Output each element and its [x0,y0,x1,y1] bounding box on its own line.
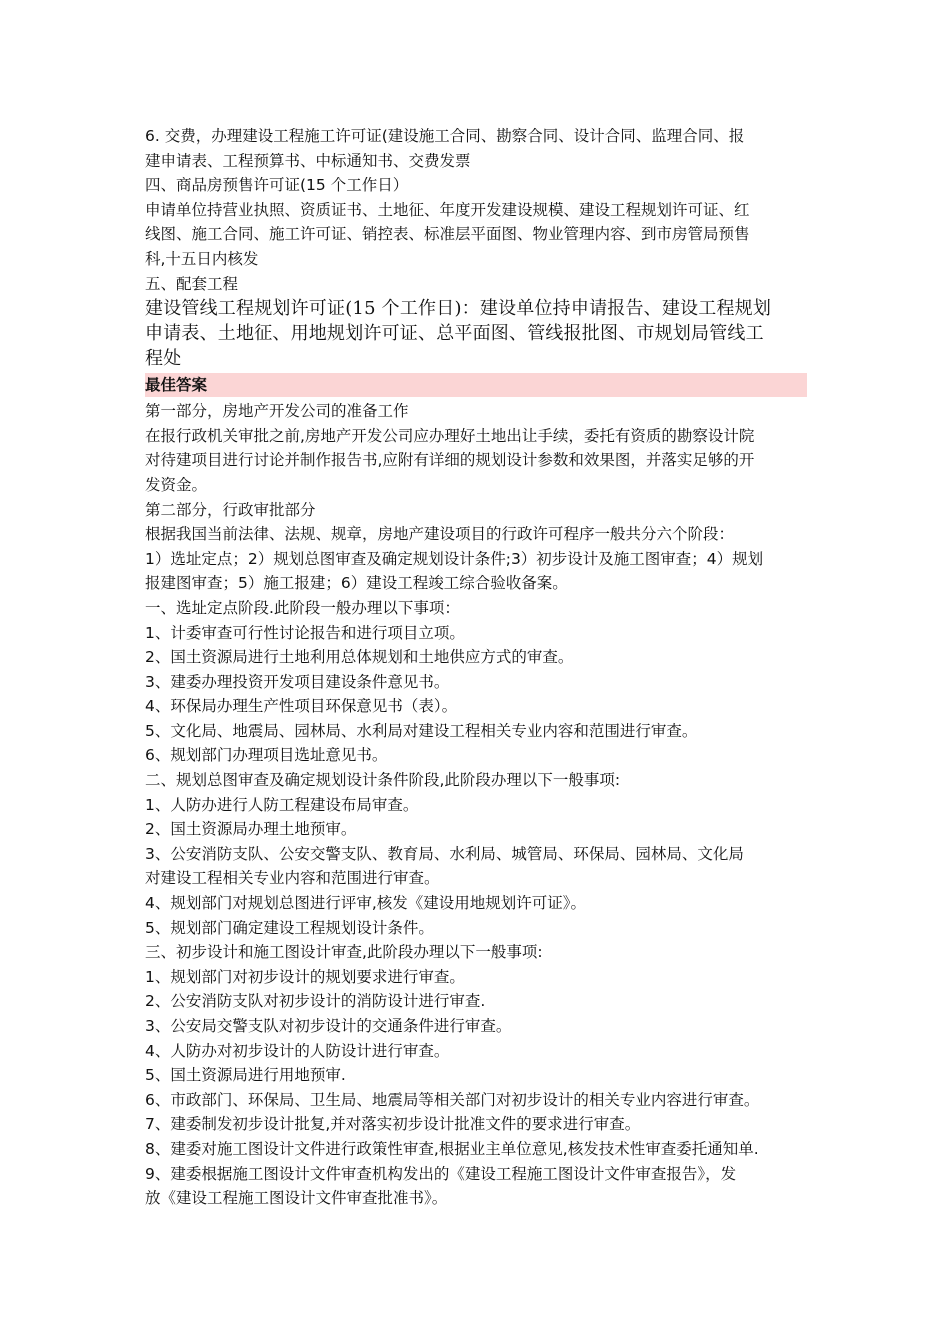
top-section [145,124,807,296]
large-text-line: 申请表、土地征、用地规划许可证、总平面图、管线报批图、市规划局管线工 [145,323,764,345]
text-line: 对建设工程相关专业内容和范围进行审查。 [145,869,440,888]
text-line: 报建图审查；5）施工报建；6）建设工程竣工综合验收备案。 [145,574,568,593]
text-line: 科,十五日内核发 [145,249,259,268]
text-line: 根据我国当前法律、法规、规章，房地产建设项目的行政许可程序一般共分六个阶段： [145,525,735,544]
text-line: 4、规划部门对规划总图进行评审,核发《建设用地规划许可证》。 [145,894,587,913]
text-line: 3、公安局交警支队对初步设计的交通条件进行审查。 [145,1017,512,1035]
text-line: 建申请表、工程预算书、中标通知书、交费发票 [145,151,471,170]
text-line: 三、初步设计和施工图设计审查,此阶段办理以下一般事项: [145,943,543,962]
text-line: 线图、施工合同、施工许可证、销控表、标准层平面图、物业管理内容、到市房管局预售 [145,225,750,244]
text-line: 一、选址定点阶段.此阶段一般办理以下事项： [145,598,460,617]
large-text-line: 建设管线工程规划许可证(15 个工作日)：建设单位持申请报告、建设工程规划 [145,298,772,320]
text-line: 3、公安消防支队、公安交警支队、教育局、水利局、城管局、环保局、园林局、文化局 [145,844,744,863]
text-line: 5、文化局、地震局、园林局、水利局对建设工程相关专业内容和范围进行审查。 [145,721,698,740]
text-line: 在报行政机关审批之前,房地产开发公司应办理好土地出让手续，委托有资质的勘察设计院 [145,426,755,445]
text-line: 6、规划部门办理项目选址意见书。 [145,746,388,765]
text-line: 1、计委审查可行性讨论报告和进行项目立项。 [145,623,465,642]
text-line: 发资金。 [145,475,208,494]
text-line: 4、环保局办理生产性项目环保意见书（表）。 [145,697,458,716]
text-line: 申请单位持营业执照、资质证书、土地征、年度开发建设规模、建设工程规划许可证、红 [145,200,750,219]
text-line: 对待建项目进行讨论并制作报告书,应附有详细的规划设计参数和效果图，并落实足够的开 [145,451,755,470]
answer-section [145,399,807,1211]
text-line: 6. 交费，办理建设工程施工许可证(建设施工合同、勘察合同、设计合同、监理合同、报 [145,127,745,145]
text-line: 1、人防办进行人防工程建设布局审查。 [145,795,419,814]
text-line: 第一部分，房地产开发公司的准备工作 [145,402,409,421]
text-line: 5、国土资源局进行用地预审. [145,1066,346,1085]
text-line: 四、商品房预售许可证(15 个工作日） [145,176,409,195]
text-line: 6、市政部门、环保局、卫生局、地震局等相关部门对初步设计的相关专业内容进行审查。 [145,1090,760,1109]
document-body [145,124,807,1211]
text-line: 1、规划部门对初步设计的规划要求进行审查。 [145,967,465,986]
text-line: 第二部分，行政审批部分 [145,500,316,519]
text-line: 五、配套工程 [145,274,239,293]
text-line: 7、建委制发初步设计批复,并对落实初步设计批准文件的要求进行审查。 [145,1115,641,1134]
text-line: 3、建委办理投资开发项目建设条件意见书。 [145,672,450,691]
text-line: 5、规划部门确定建设工程规划设计条件。 [145,918,434,937]
text-line: 2、国土资源局进行土地利用总体规划和土地供应方式的审查。 [145,648,574,667]
text-line: 8、建委对施工图设计文件进行政策性审查,根据业主单位意见,核发技术性审查委托通知单. [145,1139,759,1158]
text-line: 2、公安消防支队对初步设计的消防设计进行审查. [145,992,486,1011]
text-line: 1）选址定点；2）规划总图审查及确定规划设计条件;3）初步设计及施工图审查；4）规划 [145,549,764,568]
large-text-line: 程处 [145,348,182,370]
text-line: 二、规划总图审查及确定规划设计条件阶段,此阶段办理以下一般事项: [145,771,621,790]
text-line: 2、国土资源局办理土地预审。 [145,820,357,839]
large-section [145,296,807,371]
text-line: 9、建委根据施工图设计文件审查机构发出的《建设工程施工图设计文件审查报告》，发 [145,1164,737,1183]
text-line: 放《建设工程施工图设计文件审查批准书》。 [145,1189,448,1208]
text-line: 4、人防办对初步设计的人防设计进行审查。 [145,1041,450,1060]
best-answer-heading: 最佳答案 [145,373,807,397]
